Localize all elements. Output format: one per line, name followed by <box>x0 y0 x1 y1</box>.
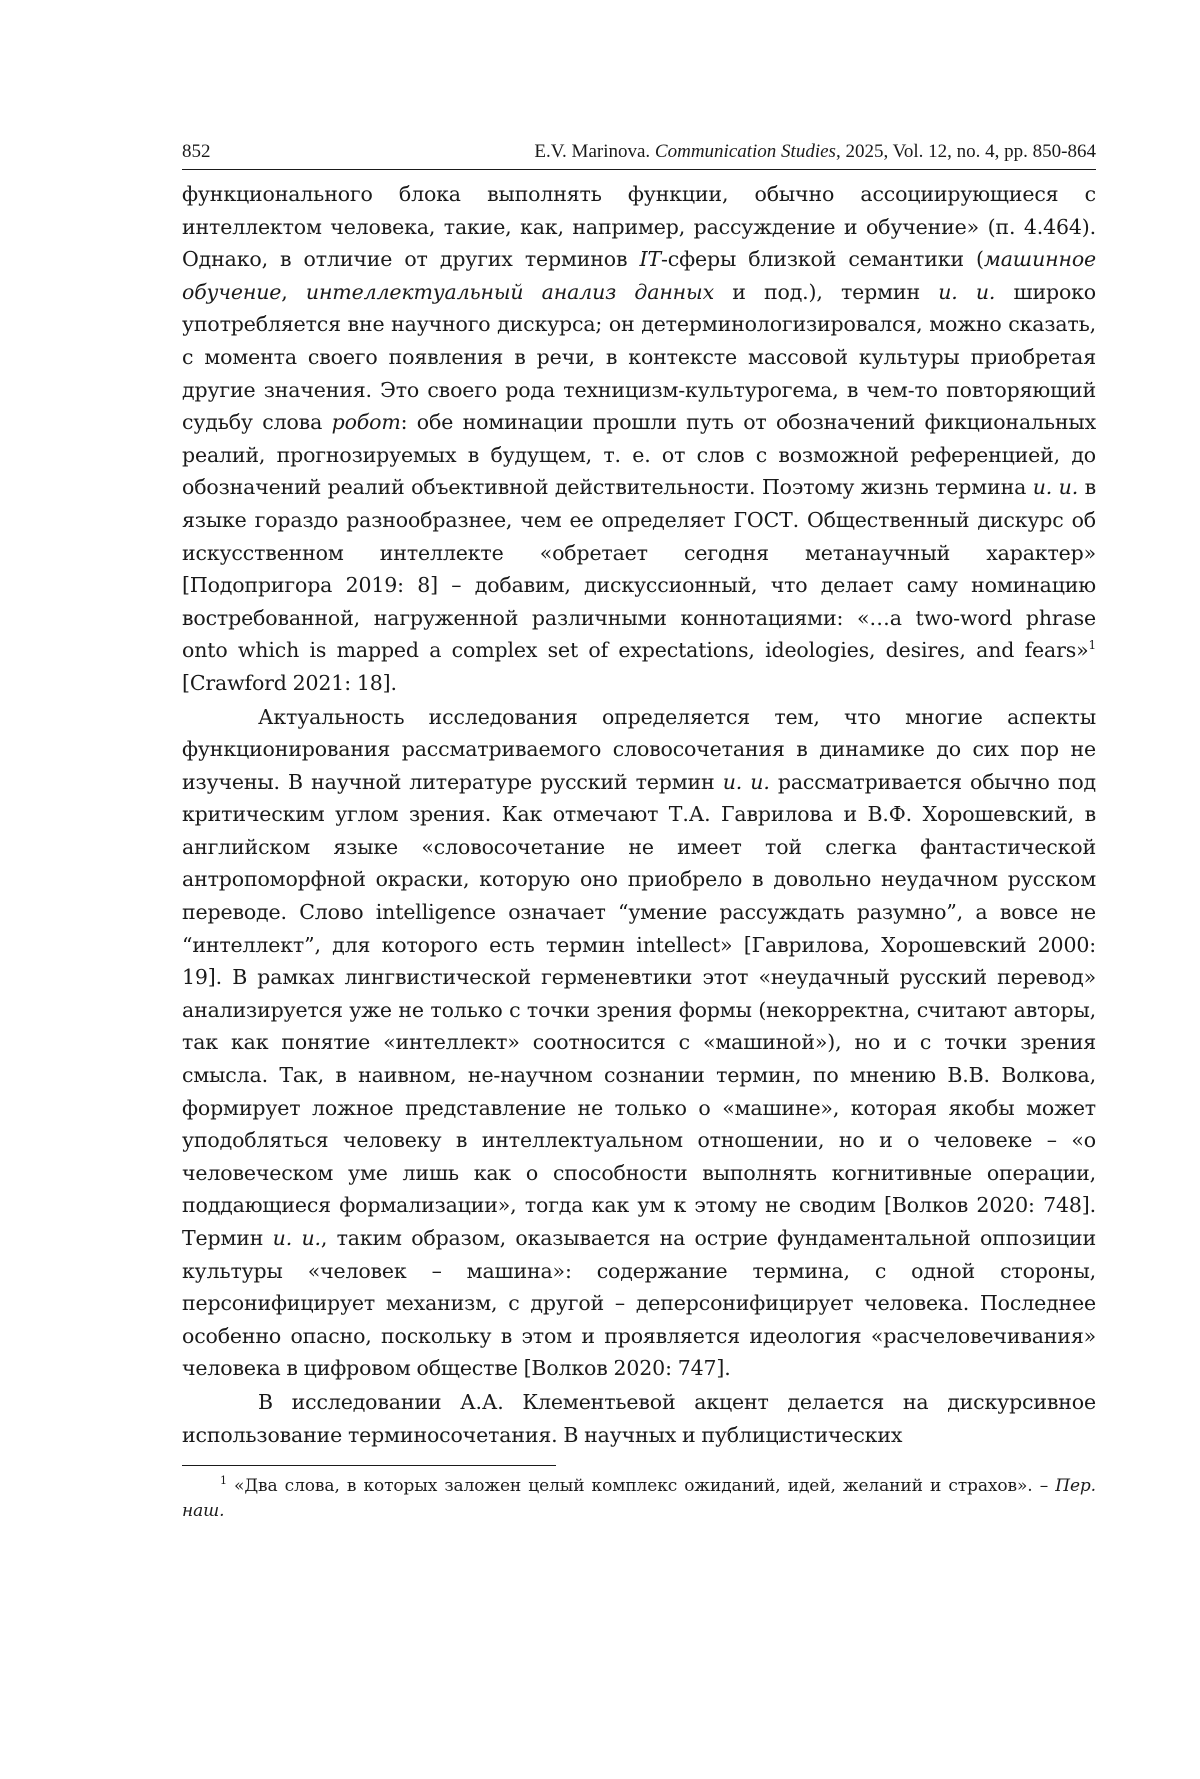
paragraph-1 <box>182 178 1096 700</box>
text-run: Актуальность исследования определяется тем, что многие аспекты функционирования рассматриваемого словосочетания в динамике до сих пор не изучены. В научной литературе русский термин <box>182 704 1096 794</box>
paragraph-3 <box>182 1386 1096 1451</box>
text-run: широко употребляется вне научного дискурса; он детерминологизировался, можно сказать, с момента своего появления в речи, в контексте массовой культуры приобретая другие значения. Это своего рода техницизм-культурогема, в чем-то повторяющий судьбу слова <box>182 279 1096 435</box>
text-run: и под.), термин <box>713 279 939 304</box>
text-run: , таким образом, оказывается на острие фундаментальной оппозиции культуры «человек – машина»: содержание термина, с одной стороны, персонифицирует механизм, с другой – деперсонифицирует человека. Последнее особенно опасно, поскольку в этом и проявляется идеология «расчеловечивания» человека в цифровом обществе [Волков 2020: 747]. <box>182 1226 1096 1381</box>
paragraph-2 <box>182 701 1096 1385</box>
italic-term: и. и. <box>938 279 996 304</box>
italic-term: машинное обучение <box>182 247 1097 304</box>
text-run: [Crawford 2021: 18]. <box>182 670 397 695</box>
footnote-text: «Два слова, в которых заложен целый комплекс ожиданий, идей, желаний и страхов». – <box>226 1476 1056 1497</box>
footnote-1 <box>182 1474 1096 1524</box>
footnote-marker: 1 <box>220 1474 227 1488</box>
text-run: : обе номинации прошли путь от обозначений фикциональных реалий, прогнозируемых в будущем, т. е. от слов с возможной референцией, до обозначений реалий объективной действительности. Поэтому жизнь термина <box>182 410 1096 500</box>
text-run: функционального блока выполнять функции, обычно ассоциирующиеся с интеллектом человека, такие, как, например, рассуждение и обучение» (п. 4.464). Однако, в отличие от других терминов <box>182 182 1096 272</box>
italic-term: и. и. <box>272 1226 321 1250</box>
main-text <box>182 178 1096 1451</box>
article-citation <box>534 140 1096 164</box>
text-run: В исследовании А.А. Клементьевой акцент делается на дискурсивное использование терминосочетания. В научных и публицистических <box>182 1389 1096 1447</box>
italic-term: и. и. <box>722 769 770 794</box>
footnote-divider <box>182 1465 556 1466</box>
italic-term: интеллектуальный анализ данных <box>305 279 714 304</box>
page-number: 852 <box>182 141 211 162</box>
text-run: , <box>281 279 306 304</box>
text-run: -сферы близкой семантики ( <box>661 247 984 272</box>
italic-term: робот <box>331 410 401 435</box>
volume-info: , 2025, Vol. 12, no. 4, pp. 850-864 <box>835 141 1096 162</box>
italic-term: и. и. <box>1032 475 1079 500</box>
page <box>182 140 1096 1524</box>
italic-term: IT <box>639 247 661 272</box>
footnote-italic: Пер. наш. <box>182 1476 1096 1522</box>
footnote-reference[interactable]: 1 <box>1088 638 1096 653</box>
running-header <box>182 140 1096 170</box>
text-run: в языке гораздо разнообразнее, чем ее определяет ГОСТ. Общественный дискурс об искусственном интеллекте «обретает сегодня метанаучный характер» [Подопригора 2019: 8] – добавим, дискуссионный, что делает саму номинацию востребованной, нагруженной различными коннотациями: «…a two-word phrase onto which is mapped a complex set of expectations, ideologies, desires, and fears» <box>182 475 1096 663</box>
author-name: E.V. Marinova. <box>534 141 655 162</box>
journal-title: Communication Studies <box>654 141 836 162</box>
text-run: рассматривается обычно под критическим углом зрения. Как отмечают Т.А. Гаврилова и В.Ф. Хорошевский, в английском языке «словосочетание не имеет той слегка фантастической антропоморфной окраски, которую оно приобрело в довольно неудачном русском переводе. Слово intelligence означает “умение рассуждать разумно”, а вовсе не “интеллект”, для которого есть термин intellect» [Гаврилова, Хорошевский 2000: 19]. В рамках лингвистической герменевтики этот «неудачный русский перевод» анализируется уже не только с точки зрения формы (некорректна, считают авторы, так как понятие «интеллект» соотносится с «машиной»), но и с точки зрения смысла. Так, в наивном, не-научном сознании термин, по мнению В.В. Волкова, формирует ложное представление не только о «машине», которая якобы может уподобляться человеку в интеллектуальном отношении, но и о человеке – «о человеческом уме лишь как о способности выполнять когнитивные операции, поддающиеся формализации», тогда как ум к этому не сводим [Волков 2020: 748]. Термин <box>182 769 1096 1250</box>
